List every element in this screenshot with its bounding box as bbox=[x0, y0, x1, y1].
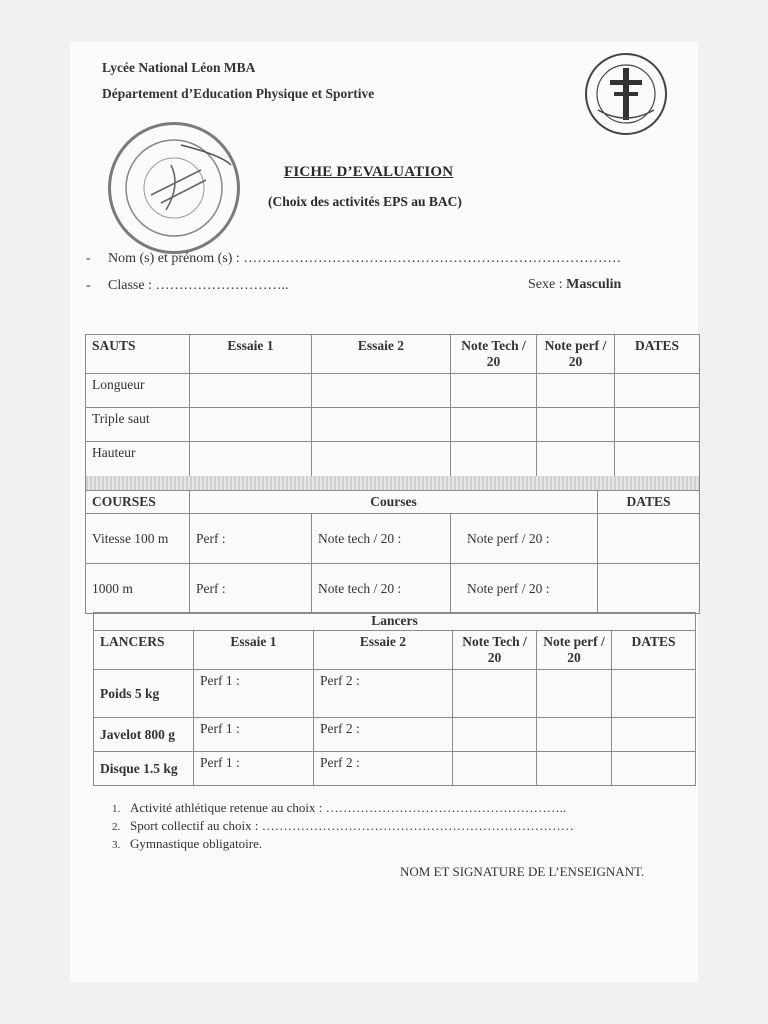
class-field[interactable]: Classe : ……………………….. bbox=[108, 278, 289, 293]
cell[interactable] bbox=[453, 752, 537, 786]
table-row bbox=[86, 374, 700, 408]
sauts-table bbox=[85, 334, 700, 478]
cell[interactable] bbox=[537, 442, 615, 478]
table-row bbox=[86, 442, 700, 478]
cell[interactable] bbox=[612, 752, 696, 786]
list-item bbox=[112, 836, 574, 854]
col-essai-2: Essaie 2 bbox=[312, 335, 451, 374]
sauts-header-row bbox=[86, 335, 700, 374]
sex-field bbox=[528, 277, 621, 293]
note-perf-cell[interactable]: Note perf / 20 : bbox=[451, 564, 598, 614]
cell[interactable] bbox=[537, 670, 612, 718]
courses-header-row bbox=[86, 491, 700, 514]
name-field[interactable]: Nom (s) et prénom (s) : ……………………………………………………………………… bbox=[108, 251, 622, 266]
courses-table bbox=[85, 490, 700, 614]
row-label-vitesse-100m: Vitesse 100 m bbox=[86, 514, 190, 564]
row-label-triple-saut: Triple saut bbox=[86, 408, 190, 442]
class-field-row bbox=[86, 278, 288, 294]
note-perf-cell[interactable]: Note perf / 20 : bbox=[451, 514, 598, 564]
col-essai-1: Essaie 1 bbox=[190, 335, 312, 374]
col-essai-2: Essaie 2 bbox=[314, 631, 453, 670]
perf1-cell[interactable]: Perf 1 : bbox=[194, 752, 314, 786]
notes-list bbox=[112, 800, 574, 854]
bullet-dash: - bbox=[86, 251, 91, 266]
cell[interactable] bbox=[312, 374, 451, 408]
perf2-cell[interactable]: Perf 2 : bbox=[314, 718, 453, 752]
cell[interactable] bbox=[453, 718, 537, 752]
cell[interactable] bbox=[615, 442, 700, 478]
cell[interactable] bbox=[537, 752, 612, 786]
table-row bbox=[86, 564, 700, 614]
list-number: 3. bbox=[112, 839, 121, 851]
col-dates: DATES bbox=[612, 631, 696, 670]
cell[interactable] bbox=[615, 408, 700, 442]
cell[interactable] bbox=[537, 408, 615, 442]
school-logo-icon bbox=[584, 52, 668, 136]
name-field-row bbox=[86, 251, 621, 267]
list-item bbox=[112, 800, 574, 818]
table-row bbox=[86, 514, 700, 564]
row-label-poids: Poids 5 kg bbox=[94, 670, 194, 718]
courses-caption: Courses bbox=[190, 491, 598, 514]
row-label-javelot: Javelot 800 g bbox=[94, 718, 194, 752]
cell[interactable] bbox=[612, 670, 696, 718]
note-tech-cell[interactable]: Note tech / 20 : bbox=[312, 514, 451, 564]
list-item bbox=[112, 818, 574, 836]
school-logo bbox=[584, 52, 668, 136]
cell[interactable] bbox=[451, 408, 537, 442]
school-stamp-seal bbox=[108, 122, 240, 254]
perf1-cell[interactable]: Perf 1 : bbox=[194, 718, 314, 752]
perf2-cell[interactable]: Perf 2 : bbox=[314, 752, 453, 786]
lancers-caption: Lancers bbox=[94, 613, 696, 631]
col-essai-1: Essaie 1 bbox=[194, 631, 314, 670]
table-row bbox=[86, 408, 700, 442]
row-label-disque: Disque 1.5 kg bbox=[94, 752, 194, 786]
note-gymnastique: Gymnastique obligatoire. bbox=[130, 836, 263, 851]
cell[interactable] bbox=[312, 408, 451, 442]
cell[interactable] bbox=[537, 374, 615, 408]
row-label-1000m: 1000 m bbox=[86, 564, 190, 614]
sex-label: Sexe : bbox=[528, 277, 567, 292]
stamp-seal-icon bbox=[111, 125, 237, 251]
perf-cell[interactable]: Perf : bbox=[190, 564, 312, 614]
perf1-cell[interactable]: Perf 1 : bbox=[194, 670, 314, 718]
table-row bbox=[94, 718, 696, 752]
col-note-perf: Note perf / 20 bbox=[537, 631, 612, 670]
dates-cell[interactable] bbox=[598, 514, 700, 564]
page-subtitle: (Choix des activités EPS au BAC) bbox=[268, 194, 462, 209]
shaded-separator bbox=[85, 476, 700, 490]
list-number: 1. bbox=[112, 803, 121, 815]
cell[interactable] bbox=[453, 670, 537, 718]
department-name: Département d’Education Physique et Sportive bbox=[102, 86, 375, 101]
col-note-tech: Note Tech / 20 bbox=[451, 335, 537, 374]
lancers-header-row bbox=[94, 631, 696, 670]
cell[interactable] bbox=[537, 718, 612, 752]
note-tech-cell[interactable]: Note tech / 20 : bbox=[312, 564, 451, 614]
cell[interactable] bbox=[451, 442, 537, 478]
cell[interactable] bbox=[612, 718, 696, 752]
row-label-hauteur: Hauteur bbox=[86, 442, 190, 478]
lancers-table bbox=[93, 612, 696, 786]
cell[interactable] bbox=[615, 374, 700, 408]
row-label-longueur: Longueur bbox=[86, 374, 190, 408]
courses-header: COURSES bbox=[86, 491, 190, 514]
col-note-tech: Note Tech / 20 bbox=[453, 631, 537, 670]
teacher-signature-label: NOM ET SIGNATURE DE L’ENSEIGNANT. bbox=[400, 864, 645, 879]
col-note-perf: Note perf / 20 bbox=[537, 335, 615, 374]
cell[interactable] bbox=[190, 442, 312, 478]
cell[interactable] bbox=[190, 408, 312, 442]
table-row bbox=[94, 752, 696, 786]
school-name: Lycée National Léon MBA bbox=[102, 60, 256, 75]
col-dates: DATES bbox=[615, 335, 700, 374]
perf2-cell[interactable]: Perf 2 : bbox=[314, 670, 453, 718]
cell[interactable] bbox=[451, 374, 537, 408]
cell[interactable] bbox=[312, 442, 451, 478]
note-activite-athletique: Activité athlétique retenue au choix : ……………………………………………….. bbox=[130, 800, 567, 815]
col-dates: DATES bbox=[598, 491, 700, 514]
bullet-dash: - bbox=[86, 278, 91, 293]
cell[interactable] bbox=[190, 374, 312, 408]
list-number: 2. bbox=[112, 821, 121, 833]
table-row bbox=[94, 670, 696, 718]
sex-value: Masculin bbox=[566, 277, 622, 292]
dates-cell[interactable] bbox=[598, 564, 700, 614]
lancers-caption-row bbox=[94, 613, 696, 631]
lancers-header: LANCERS bbox=[94, 631, 194, 670]
sauts-header: SAUTS bbox=[86, 335, 190, 374]
perf-cell[interactable]: Perf : bbox=[190, 514, 312, 564]
note-sport-collectif: Sport collectif au choix : ……………………………………………………………… bbox=[130, 818, 574, 833]
page-title: FICHE D’EVALUATION bbox=[284, 164, 454, 180]
